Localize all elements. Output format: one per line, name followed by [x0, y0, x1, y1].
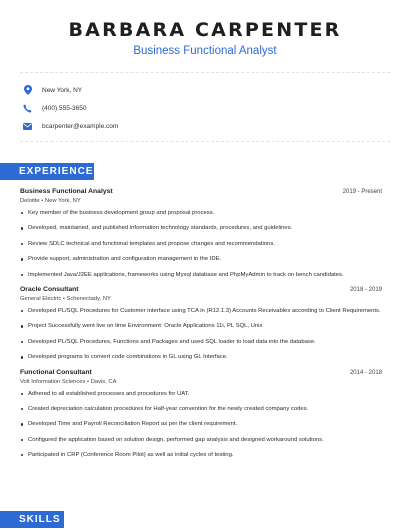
map-pin-icon [22, 85, 33, 96]
job-company-location: Volt Information Sciences • Davis, CA [20, 378, 117, 385]
bullet-item: Key member of the business development group and proposal process. [20, 209, 382, 217]
bullet-item: Developed, maintained, and published information technology standards, procedures, and guidelines. [20, 224, 382, 232]
job-company: Volt Information Sciences [20, 378, 86, 385]
phone-text: (400) 555-3650 [42, 104, 87, 112]
contact-email [22, 117, 388, 135]
job-dates: 2019 - Present [342, 189, 382, 195]
bullet-item: Developed programs to convert code combinations in GL using GL Interface. [20, 353, 382, 361]
experience-section-heading: EXPERIENCE [0, 163, 94, 180]
job-title: Oracle Consultant [20, 285, 79, 293]
job-dates: 2018 - 2019 [349, 286, 382, 293]
job-location: Schenectady, NY [66, 295, 111, 302]
job-title: Functional Consultant [20, 368, 92, 376]
contact-info [0, 73, 410, 141]
candidate-name: BARBARA CARPENTER [68, 19, 342, 41]
bullet-item: Developed Time and Payroll Reconciliation Report as per the client requirement. [20, 420, 382, 428]
envelope-icon [22, 121, 33, 132]
contact-phone [22, 99, 388, 117]
job-entry [20, 286, 382, 361]
bullet-item: Provide support, administration and configuration management in the IDE. [20, 255, 382, 263]
job-title: Business Functional Analyst [20, 188, 113, 195]
location-text: New York, NY [42, 86, 83, 94]
bullet-item: Developed PL/SQL Procedures for Customer interface using TCA in (R12.1.3) Accounts Receivables according to Client Requirements. [20, 307, 382, 315]
divider [20, 141, 390, 142]
bullet-item: Project Successfully went live on time Environment: Oracle Applications 11i, PL SQL, Unix [20, 322, 382, 330]
job-company-location: Deloitte • New York, NY [20, 198, 81, 204]
bullet-item: Adhered to all established processes and procedures for UAT. [20, 390, 382, 398]
bullet-item: Developed PL/SQL Procedures, Functions and Packages and used SQL loader to load data into the database. [20, 338, 382, 346]
phone-icon [22, 103, 33, 114]
bullet-item: Participated in CRP (Conference Room Pilot) as well as initial cycles of testing. [20, 451, 382, 459]
job-company: Deloitte [20, 198, 40, 204]
job-entry [20, 369, 382, 460]
job-bullets [20, 307, 382, 361]
contact-location [22, 81, 388, 99]
skills-section-heading: SKILLS [0, 511, 64, 528]
bullet-item: Implemented Java/J2EE applications, frameworks using Mysql database and PhpMyAdmin to track on bench candidates. [20, 271, 382, 279]
job-entry [20, 188, 382, 279]
job-location: New York, NY [44, 198, 81, 204]
job-dates: 2014 - 2018 [349, 369, 382, 376]
job-location: Davis, CA [90, 378, 117, 385]
resume-header [0, 0, 410, 57]
job-company-location: General Electric • Schenectady, NY [20, 295, 111, 302]
job-bullets [20, 390, 382, 460]
experience-list [20, 188, 382, 466]
job-bullets [20, 209, 382, 279]
job-title-heading: Business Functional Analyst [133, 45, 277, 57]
bullet-item: Configured the application based on solution design, performed gap analysis and designed workaround solutions. [20, 436, 382, 444]
bullet-item: Created depreciation calculation procedures for Half-year convention for the newly created company codes. [20, 405, 382, 413]
job-company: General Electric [20, 295, 62, 302]
bullet-item: Review SDLC technical and functional templates and propose changes and recommendations. [20, 240, 382, 248]
email-text: bcarpenter@example.com [42, 122, 119, 130]
